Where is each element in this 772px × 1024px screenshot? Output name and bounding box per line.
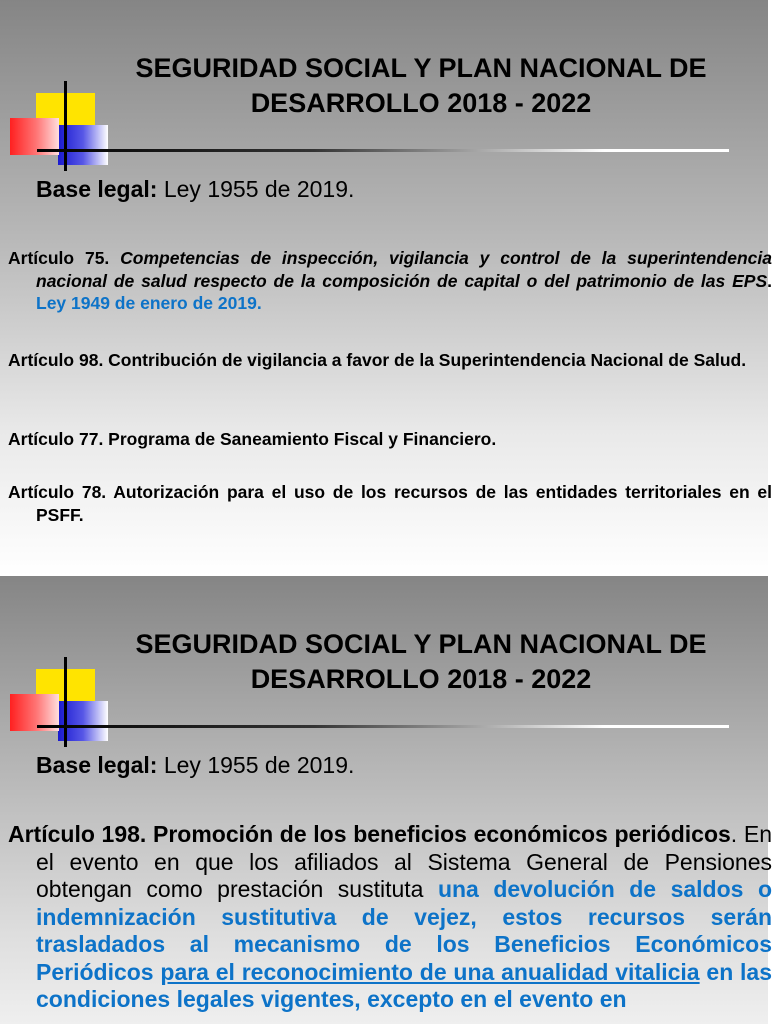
title-rule <box>37 149 729 152</box>
base-legal <box>36 752 354 779</box>
article-75-text: Competencias de inspección, vigilancia y control de la superintendencia nacional de salud respecto de la composición de capital o del patrimonio de las EPS <box>36 248 772 291</box>
slide-2 <box>0 576 772 1024</box>
title-rule <box>37 725 729 728</box>
article-198-heading: Artículo 198. Promoción de los beneficios económicos periódicos <box>8 821 731 847</box>
base-legal <box>36 176 354 203</box>
article-77: Artículo 77. Programa de Saneamiento Fiscal y Financiero. <box>8 429 497 449</box>
base-legal-value: Ley 1955 de 2019. <box>157 752 355 778</box>
title-line-2: DESARROLLO 2018 - 2022 <box>250 664 592 694</box>
article-75-punct: . <box>767 270 772 291</box>
slide-title <box>90 627 752 697</box>
article-198 <box>8 821 772 1014</box>
vertical-line <box>64 81 67 171</box>
article-75-reference: Ley 1949 de enero de 2019. <box>36 293 262 313</box>
article-198-tail: en las condiciones legales vigentes, excepto en el evento en <box>36 958 772 1012</box>
title-line-1: SEGURIDAD SOCIAL Y PLAN NACIONAL DE <box>135 53 707 83</box>
article-78: Artículo 78. Autorización para el uso de los recursos de las entidades territoriales en el PSFF. <box>8 482 772 525</box>
vertical-line <box>64 657 67 747</box>
article-98: Artículo 98. Contribución de vigilancia a favor de la Superintendencia Nacional de Salud. <box>8 350 747 370</box>
article-75 <box>8 247 772 315</box>
article-198-body: . En el evento en que los afiliados al Sistema General de Pensiones obtengan como prestación sustituta <box>36 821 772 902</box>
article-75-number: Artículo 75. <box>8 248 110 268</box>
base-legal-label: Base legal: <box>36 752 158 778</box>
title-line-1: SEGURIDAD SOCIAL Y PLAN NACIONAL DE <box>135 629 707 659</box>
base-legal-value: Ley 1955 de 2019. <box>157 176 355 202</box>
title-line-2: DESARROLLO 2018 - 2022 <box>250 88 592 118</box>
article-198-highlight: una devolución de saldos o indemnización sustitutiva de vejez, estos recursos serán trasladados al mecanismo de los Beneficios Económicos Periódicos <box>36 876 772 985</box>
slide-title <box>90 51 752 121</box>
base-legal-label: Base legal: <box>36 176 158 202</box>
article-198-underlined: para el reconocimiento de una anualidad vitalicia <box>160 958 700 985</box>
